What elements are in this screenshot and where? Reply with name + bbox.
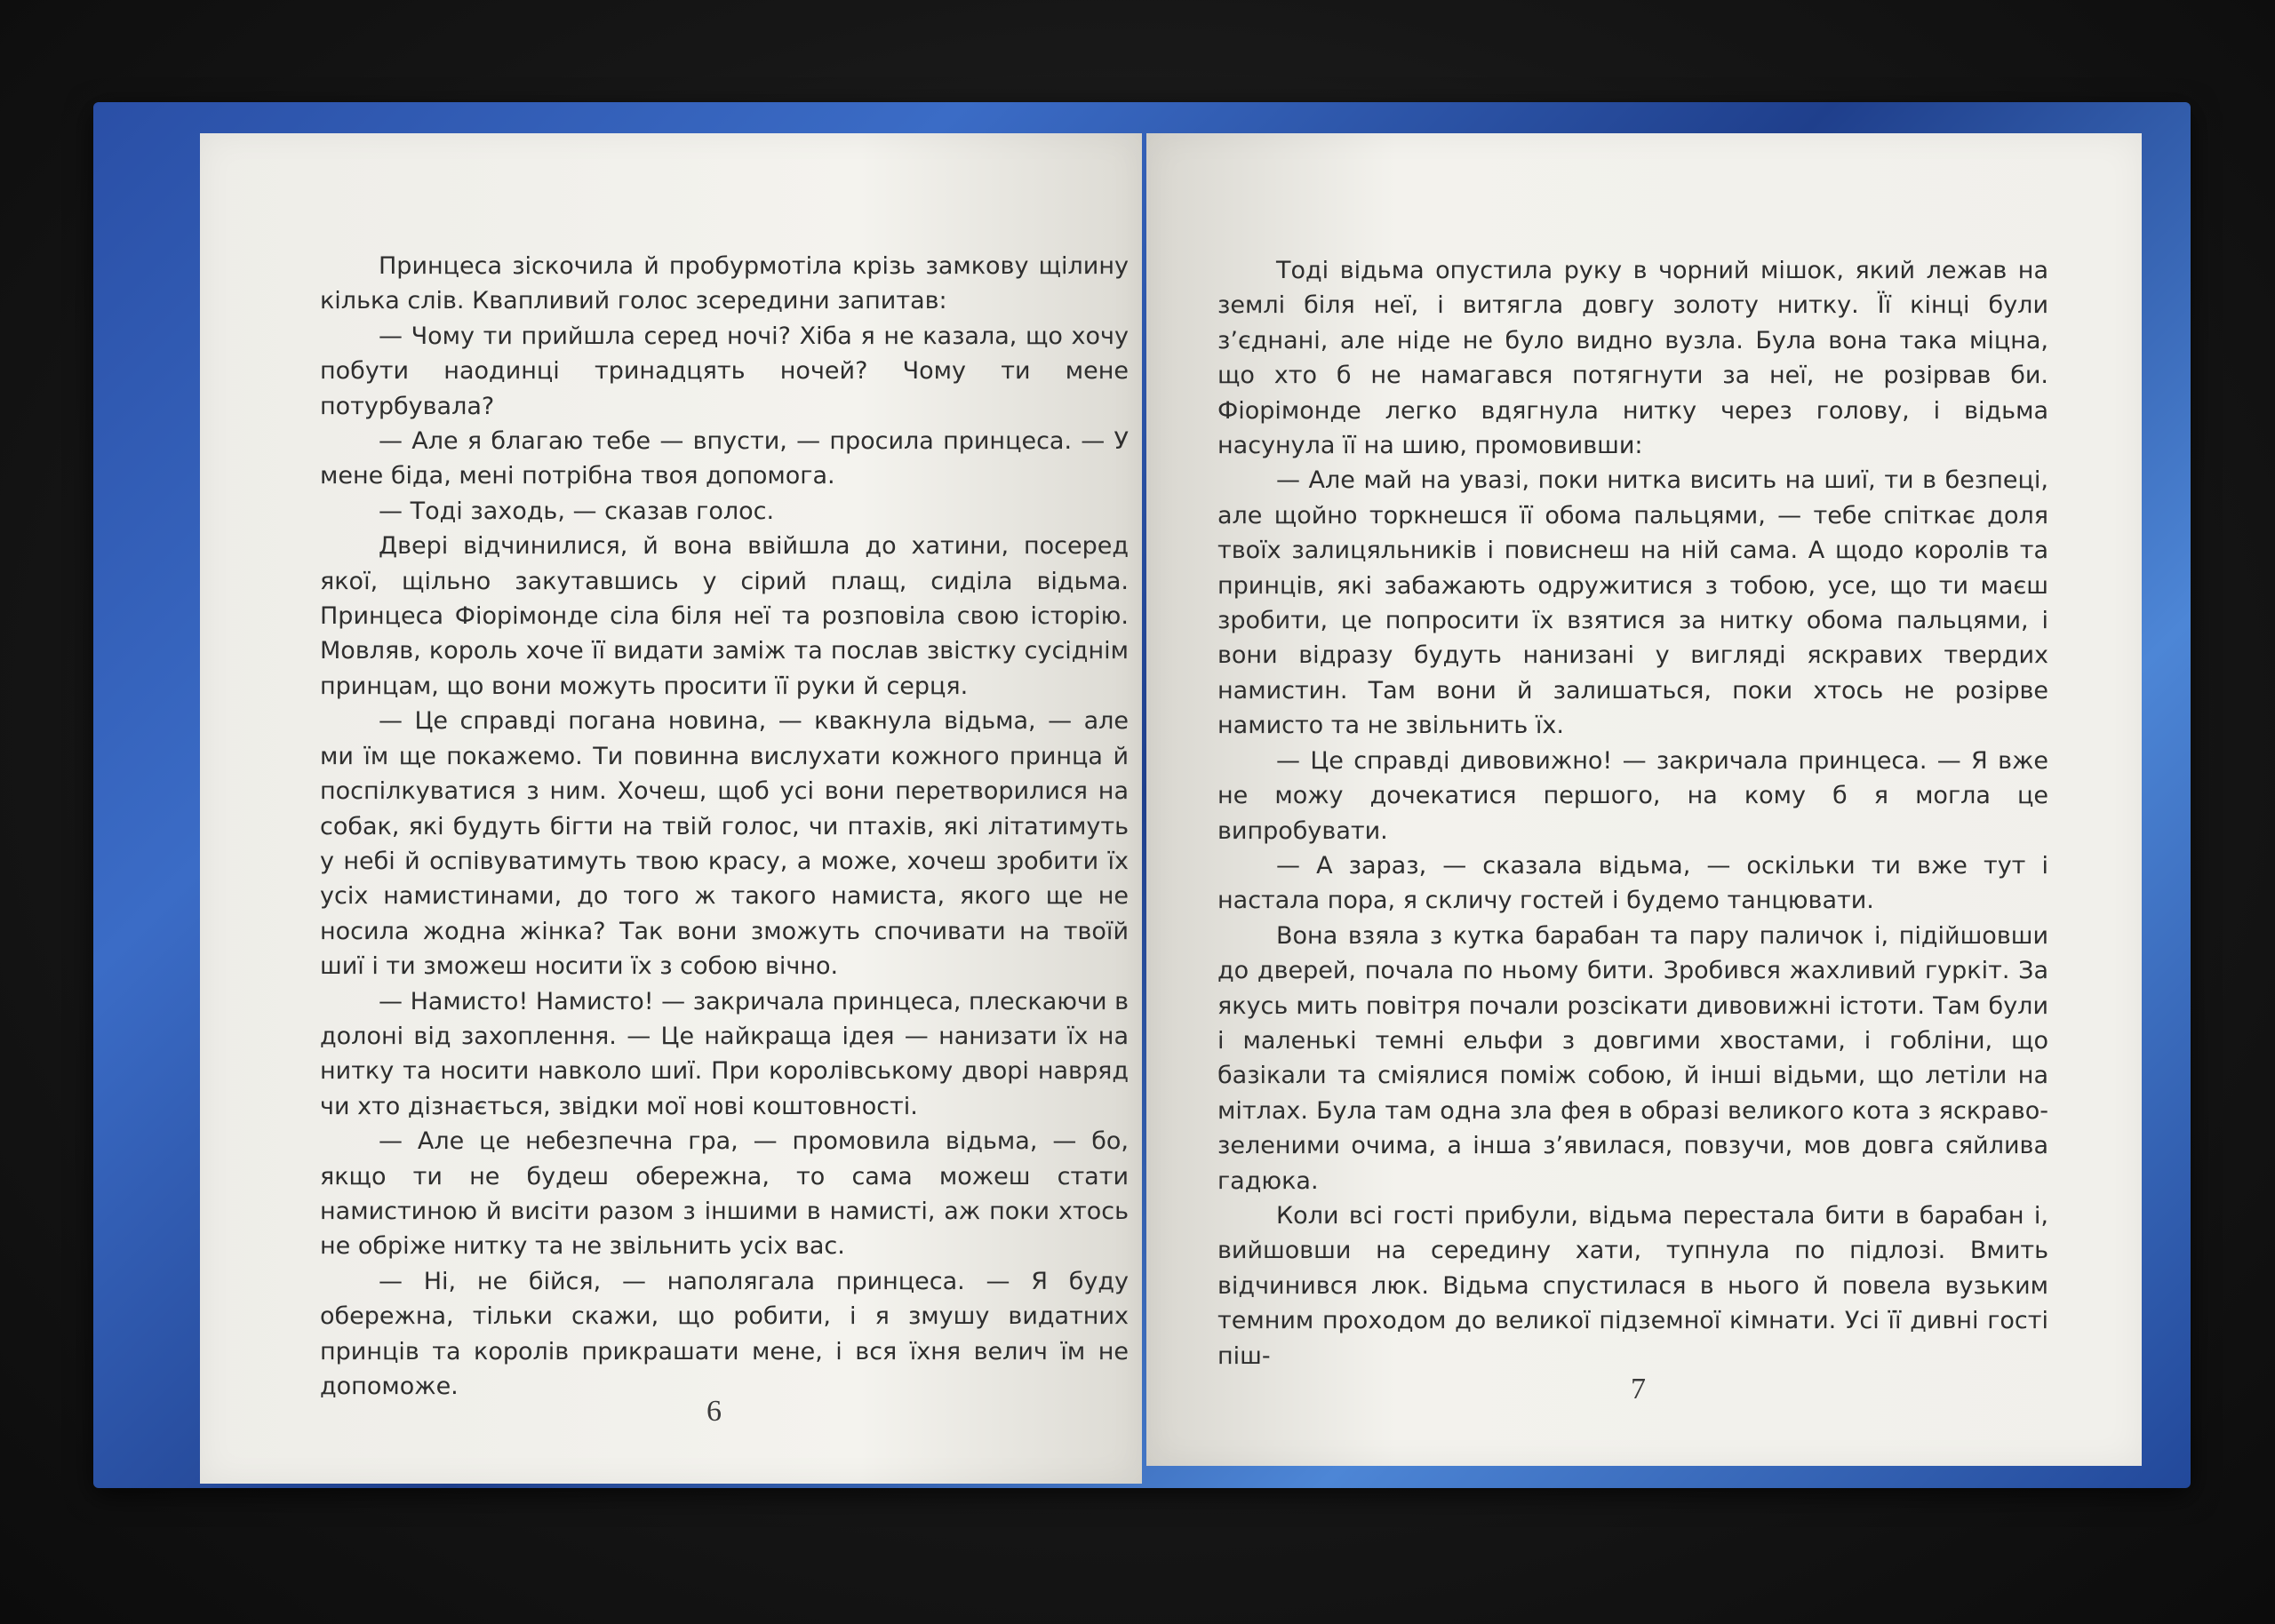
left-page xyxy=(200,133,1142,1484)
paragraph: Принцеса зіскочила й пробурмотіла крізь замкову щілину кілька слів. Квапливий голос зсередини запитав: xyxy=(320,252,1129,315)
paragraph: — А зараз, — сказала відьма, — оскільки ти вже тут і настала пора, я скличу гостей і будемо танцювати. xyxy=(1217,851,2048,915)
paragraph: Коли всі гості прибули, відьма перестала бити в барабан і, вийшовши на середину хати, тупнула по підлозі. Вмить відчинився люк. Відьма спустилася в нього й повела вузьким темним проходом до великої підземної кімнати. Усі її дивні гості піш- xyxy=(1217,1201,2048,1370)
paragraph: Вона взяла з кутка барабан та пару паличок і, підійшовши до дверей, почала по ньому бити. Зробився жахливий гуркіт. За якусь мить повітря почали розсікати дивовижні істоти. Там були і маленькі темні ельфи з довгими хвостами, і гобліни, що базікали та сміялися поміж собою, й інші відьми, що летіли на мітлах. Була там одна зла фея в образі великого кота з яскраво-зеленими очима, а інша з’явилася, повзучи, мов довга сяйлива гадюка. xyxy=(1217,921,2048,1195)
right-page xyxy=(1146,133,2142,1466)
paragraph: — Тоді заходь, — сказав голос. xyxy=(379,497,775,525)
left-page-text xyxy=(320,249,1129,1404)
paragraph: — Намисто! Намисто! — закричала принцеса, плескаючи в долоні від захоплення. — Це найкраща ідея — нанизати їх на нитку та носити навколо шиї. При королівському дворі навряд чи хто дізнається, звідки мої нові коштовності. xyxy=(320,987,1129,1120)
paragraph: Двері відчинилися, й вона ввійшла до хатини, посеред якої, щільно закутавшись у сірий плащ, сиділа відьма. Принцеса Фіорімонде сіла біля неї та розповіла свою історію. Мовляв, король хоче її видати заміж та послав звістку сусіднім принцам, що вони можуть просити її руки й серця. xyxy=(320,532,1129,700)
page-number: 6 xyxy=(706,1395,722,1428)
paragraph: — Але май на увазі, поки нитка висить на шиї, ти в безпеці, але щойно торкнешся її обома пальцями, — тебе спіткає доля твоїх залицяльників і повиснеш на ній сама. А щодо королів та принців, які забажають одружитися з тобою, усе, що ти маєш зробити, це попросити їх взятися за нитку обома пальцями, і вони відразу будуть нанизані у вигляді яскравих твердих намистин. Там вони й залишаться, поки хтось не розірве намисто та не звільнить їх. xyxy=(1217,466,2048,740)
paragraph: — Але це небезпечна гра, — промовила відьма, — бо, якщо ти не будеш обережна, то сама можеш стати намистиною й висіти разом з іншими в намисті, аж поки хтось не обріже нитку та не звільнить усіх вас. xyxy=(320,1127,1129,1261)
paragraph: — Чому ти прийшла серед ночі? Хіба я не казала, що хочу побути наодинці тринадцять ночей? Чому ти мене потурбувала? xyxy=(320,322,1129,420)
paragraph: — Ні, не бійся, — наполягала принцеса. — Я буду обережна, тільки скажи, що робити, і я змушу видатних принців та королів прикрашати мене, і вся їхня велич їм не допоможе. xyxy=(320,1267,1129,1400)
paragraph: Тоді відьма опустила руку в чорний мішок, який лежав на землі біля неї, і витягла довгу золоту нитку. Її кінці були з’єднані, але ніде не було видно вузла. Була вона така міцна, що хто б не намагався потягнути за неї, не розірвав би. Фіорімонде легко вдягнула нитку через голову, і відьма насунула її на шию, промовивши: xyxy=(1217,257,2048,460)
right-page-text xyxy=(1217,253,2048,1373)
paragraph: — Це справді дивовижно! — закричала принцеса. — Я вже не можу дочекатися першого, на кому б я могла це випробувати. xyxy=(1217,746,2048,845)
paragraph: — Але я благаю тебе — впусти, — просила принцеса. — У мене біда, мені потрібна твоя допомога. xyxy=(320,427,1129,490)
page-number: 7 xyxy=(1631,1373,1646,1405)
paragraph: — Це справді погана новина, — квакнула відьма, — але ми їм ще покажемо. Ти повинна вислухати кожного принца й поспілкуватися з ним. Хочеш, щоб усі вони перетворилися на собак, які будуть бігти на твій голос, чи птахів, які літатимуть у небі й оспівуватимуть твою красу, а може, хочеш зробити їх усіх намистинами, до того ж такого намиста, якого ще не носила жодна жінка? Так вони зможуть спочивати на твоїй шиї і ти зможеш носити їх з собою вічно. xyxy=(320,707,1129,981)
